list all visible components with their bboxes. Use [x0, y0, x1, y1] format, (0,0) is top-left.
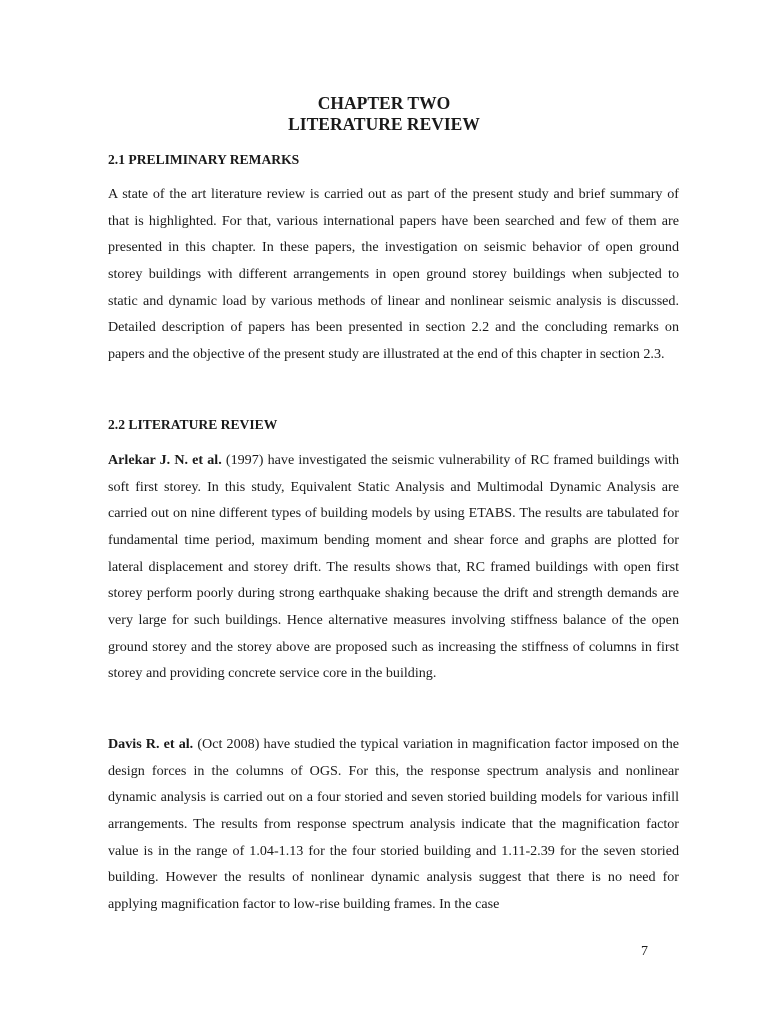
section-heading-literature-review: 2.2 LITERATURE REVIEW — [108, 417, 278, 432]
author-name: Arlekar J. N. et al. — [108, 452, 222, 468]
paragraph-text: (1997) have investigated the seismic vulnerability of RC framed buildings with soft first storey. In this study, Equivalent Static Analysis and Multimodal Dynamic Analysis are carried out on nine different types of building models by using ETABS. The results are tabulated for fundamental time period, maximum bending moment and shear force and graphs are plotted for lateral displacement and storey drift. The results shows that, RC framed buildings with open first storey perform poorly during strong earthquake shaking because the drift and strength demands are very large for such buildings. Hence alternative measures involving stiffness balance of the open ground storey and the storey above are proposed such as increasing the stiffness of columns in first storey and providing concrete service core in the building. — [108, 452, 679, 682]
page-number: 7 — [641, 944, 648, 959]
chapter-title: CHAPTER TWO — [317, 93, 451, 113]
author-name: Davis R. et al. — [108, 736, 194, 752]
paragraph-text: (Oct 2008) have studied the typical variation in magnification factor imposed on the design forces in the columns of OGS. For this, the response spectrum analysis and nonlinear dynamic analysis is carried out on a four storied and seven storied building models for various infill arrangements. The results from response spectrum analysis indicate that the magnification factor value is in the range of 1.04-1.13 for the four storied building and 1.11-2.39 for the seven storied building. However the results of nonlinear dynamic analysis suggest that there is no need for applying magnification factor to low-rise building frames. In the case — [108, 736, 680, 912]
paragraph-arlekar — [108, 447, 679, 687]
section-heading-preliminary-remarks: 2.1 PRELIMINARY REMARKS — [108, 152, 300, 167]
chapter-subtitle: LITERATURE REVIEW — [288, 114, 480, 134]
paragraph-davis — [108, 731, 679, 918]
chapter-heading — [0, 93, 768, 135]
paragraph-preliminary-remarks: A state of the art literature review is carried out as part of the present study and brief summary of that is highlighted. For that, various international papers have been searched and few of them are presented in this chapter. In these papers, the investigation on seismic behavior of open ground storey buildings with different arrangements in open ground storey buildings when subjected to static and dynamic load by various methods of linear and nonlinear seismic analysis is discussed. Detailed description of papers has been presented in section 2.2 and the concluding remarks on papers and the objective of the present study are illustrated at the end of this chapter in section 2.3. — [108, 186, 679, 362]
